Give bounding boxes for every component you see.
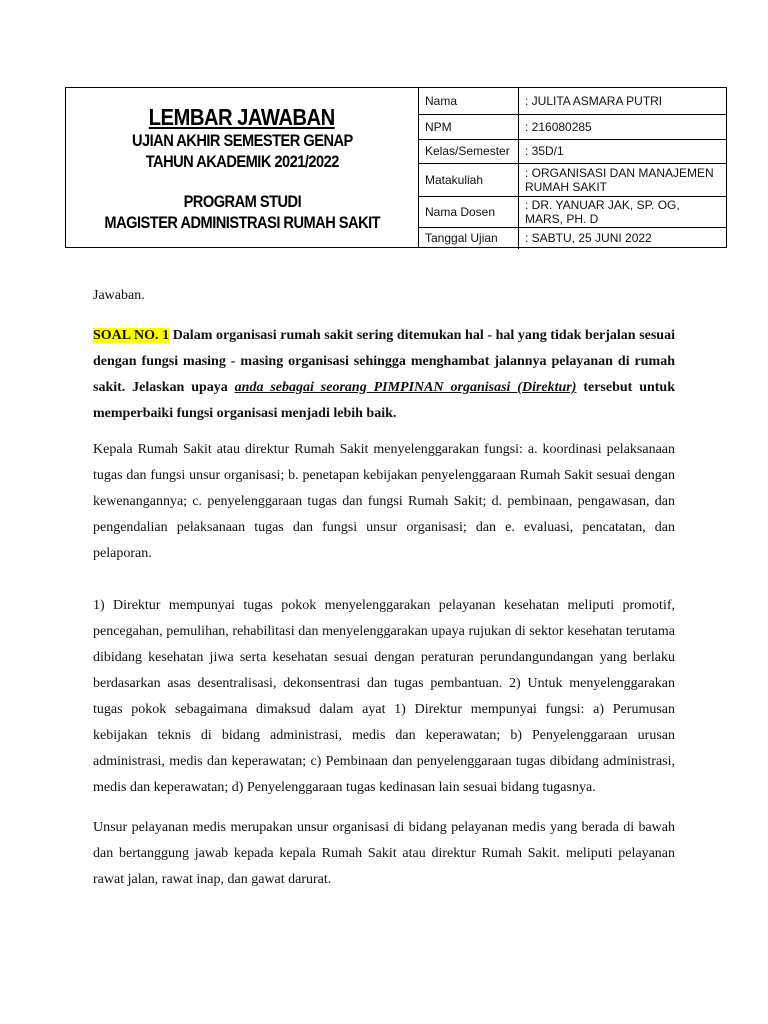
info-label: Kelas/Semester [419,139,519,163]
info-value: : ORGANISASI DAN MANAJEMEN RUMAH SAKIT [519,163,727,196]
student-info-table [419,88,726,249]
info-row-nama [419,88,726,114]
info-value: : 35D/1 [519,139,727,163]
question-emphasis: anda sebagai seorang PIMPINAN organisasi (Direktur) [234,380,577,395]
answer-sheet-header [65,87,727,248]
answer-paragraph: Unsur pelayanan medis merupakan unsur organisasi di bidang pelayanan medis yang berada di bawah dan bertanggung jawab kepada kepala Rumah Sakit atau direktur Rumah Sakit. meliputi pelayanan rawat jalan, rawat inap, dan gawat darurat. [93,820,675,887]
info-value: : JULITA ASMARA PUTRI [519,88,727,114]
exam-name: UJIAN AKHIR SEMESTER GENAP [131,131,353,150]
info-row-matakuliah [419,163,726,196]
info-row-tanggal [419,227,726,249]
program-label: PROGRAM STUDI [183,192,301,211]
info-label: Nama [419,88,519,114]
program-name: MAGISTER ADMINISTRASI RUMAH SAKIT [104,213,380,232]
sheet-title: LEMBAR JAWABAN [148,104,336,130]
info-label: Tanggal Ujian [419,227,519,249]
header-title-block [66,88,419,247]
info-label: Nama Dosen [419,196,519,227]
info-value: : DR. YANUAR JAK, SP. OG, MARS, PH. D [519,196,727,227]
info-label: Matakuliah [419,163,519,196]
info-row-npm [419,114,726,139]
question-text-end: tersebut untuk memperbaiki fungsi organisasi menjadi lebih baik. [93,380,676,421]
info-row-dosen [419,196,726,227]
info-value: : 216080285 [519,114,727,139]
answer-paragraph: 1) Direktur mempunyai tugas pokok menyelenggarakan pelayanan kesehatan meliputi promotif, pencegahan, pemulihan, rehabilitasi dan menyelenggarakan upaya rujukan di sektor kesehatan terutama dibidang kesehatan jiwa serta kesehatan sesuai dengan peraturan perundangundangan yang berlaku berdasarkan asas desentralisasi, dekonsentrasi dan tugas pembantuan. 2) Untuk menyelenggarakan tugas pokok sebagaimana dimaksud dalam ayat 1) Direktur mempunyai fungsi: a) Perumusan kebijakan teknis di bidang administrasi, medis dan keperawatan; b) Penyelenggaraan urusan administrasi, medis dan keperawatan; c) Pembinaan dan penyelenggaraan tugas dibidang administrasi, medis dan keperawatan; d) Penyelenggaraan tugas kedinasan lain sesuai bidang tugasnya. [93,598,675,795]
info-value: : SABTU, 25 JUNI 2022 [525,231,652,246]
answer-paragraph: Kepala Rumah Sakit atau direktur Rumah Sakit menyelenggarakan fungsi: a. koordinasi pelaksanaan tugas dan fungsi unsur organisasi; b. penetapan kebijakan penyelenggaraan Rumah Sakit sesuai dengan kewenangannya; c. penyelenggaraan tugas dan fungsi Rumah Sakit; d. pembinaan, pengawasan, dan pengendalian pelaksanaan tugas dan fungsi unsur organisasi; dan e. evaluasi, pencatatan, dan pelaporan. [93,442,675,561]
info-row-kelas [419,139,726,163]
answer-label: Jawaban. [93,288,145,303]
question-text: Dalam organisasi rumah sakit sering ditemukan hal - hal yang tidak berjalan sesuai dengan fungsi masing - masing organisasi sehingga menghambat jalannya pelayanan di rumah sakit. Jelaskan upaya [93,328,675,395]
question-1 [93,323,675,427]
question-number: SOAL NO. 1 [93,328,170,343]
info-label: NPM [419,114,519,139]
student-info [419,88,726,247]
academic-year: TAHUN AKADEMIK 2021/2022 [145,152,339,171]
answer-body [93,283,675,907]
